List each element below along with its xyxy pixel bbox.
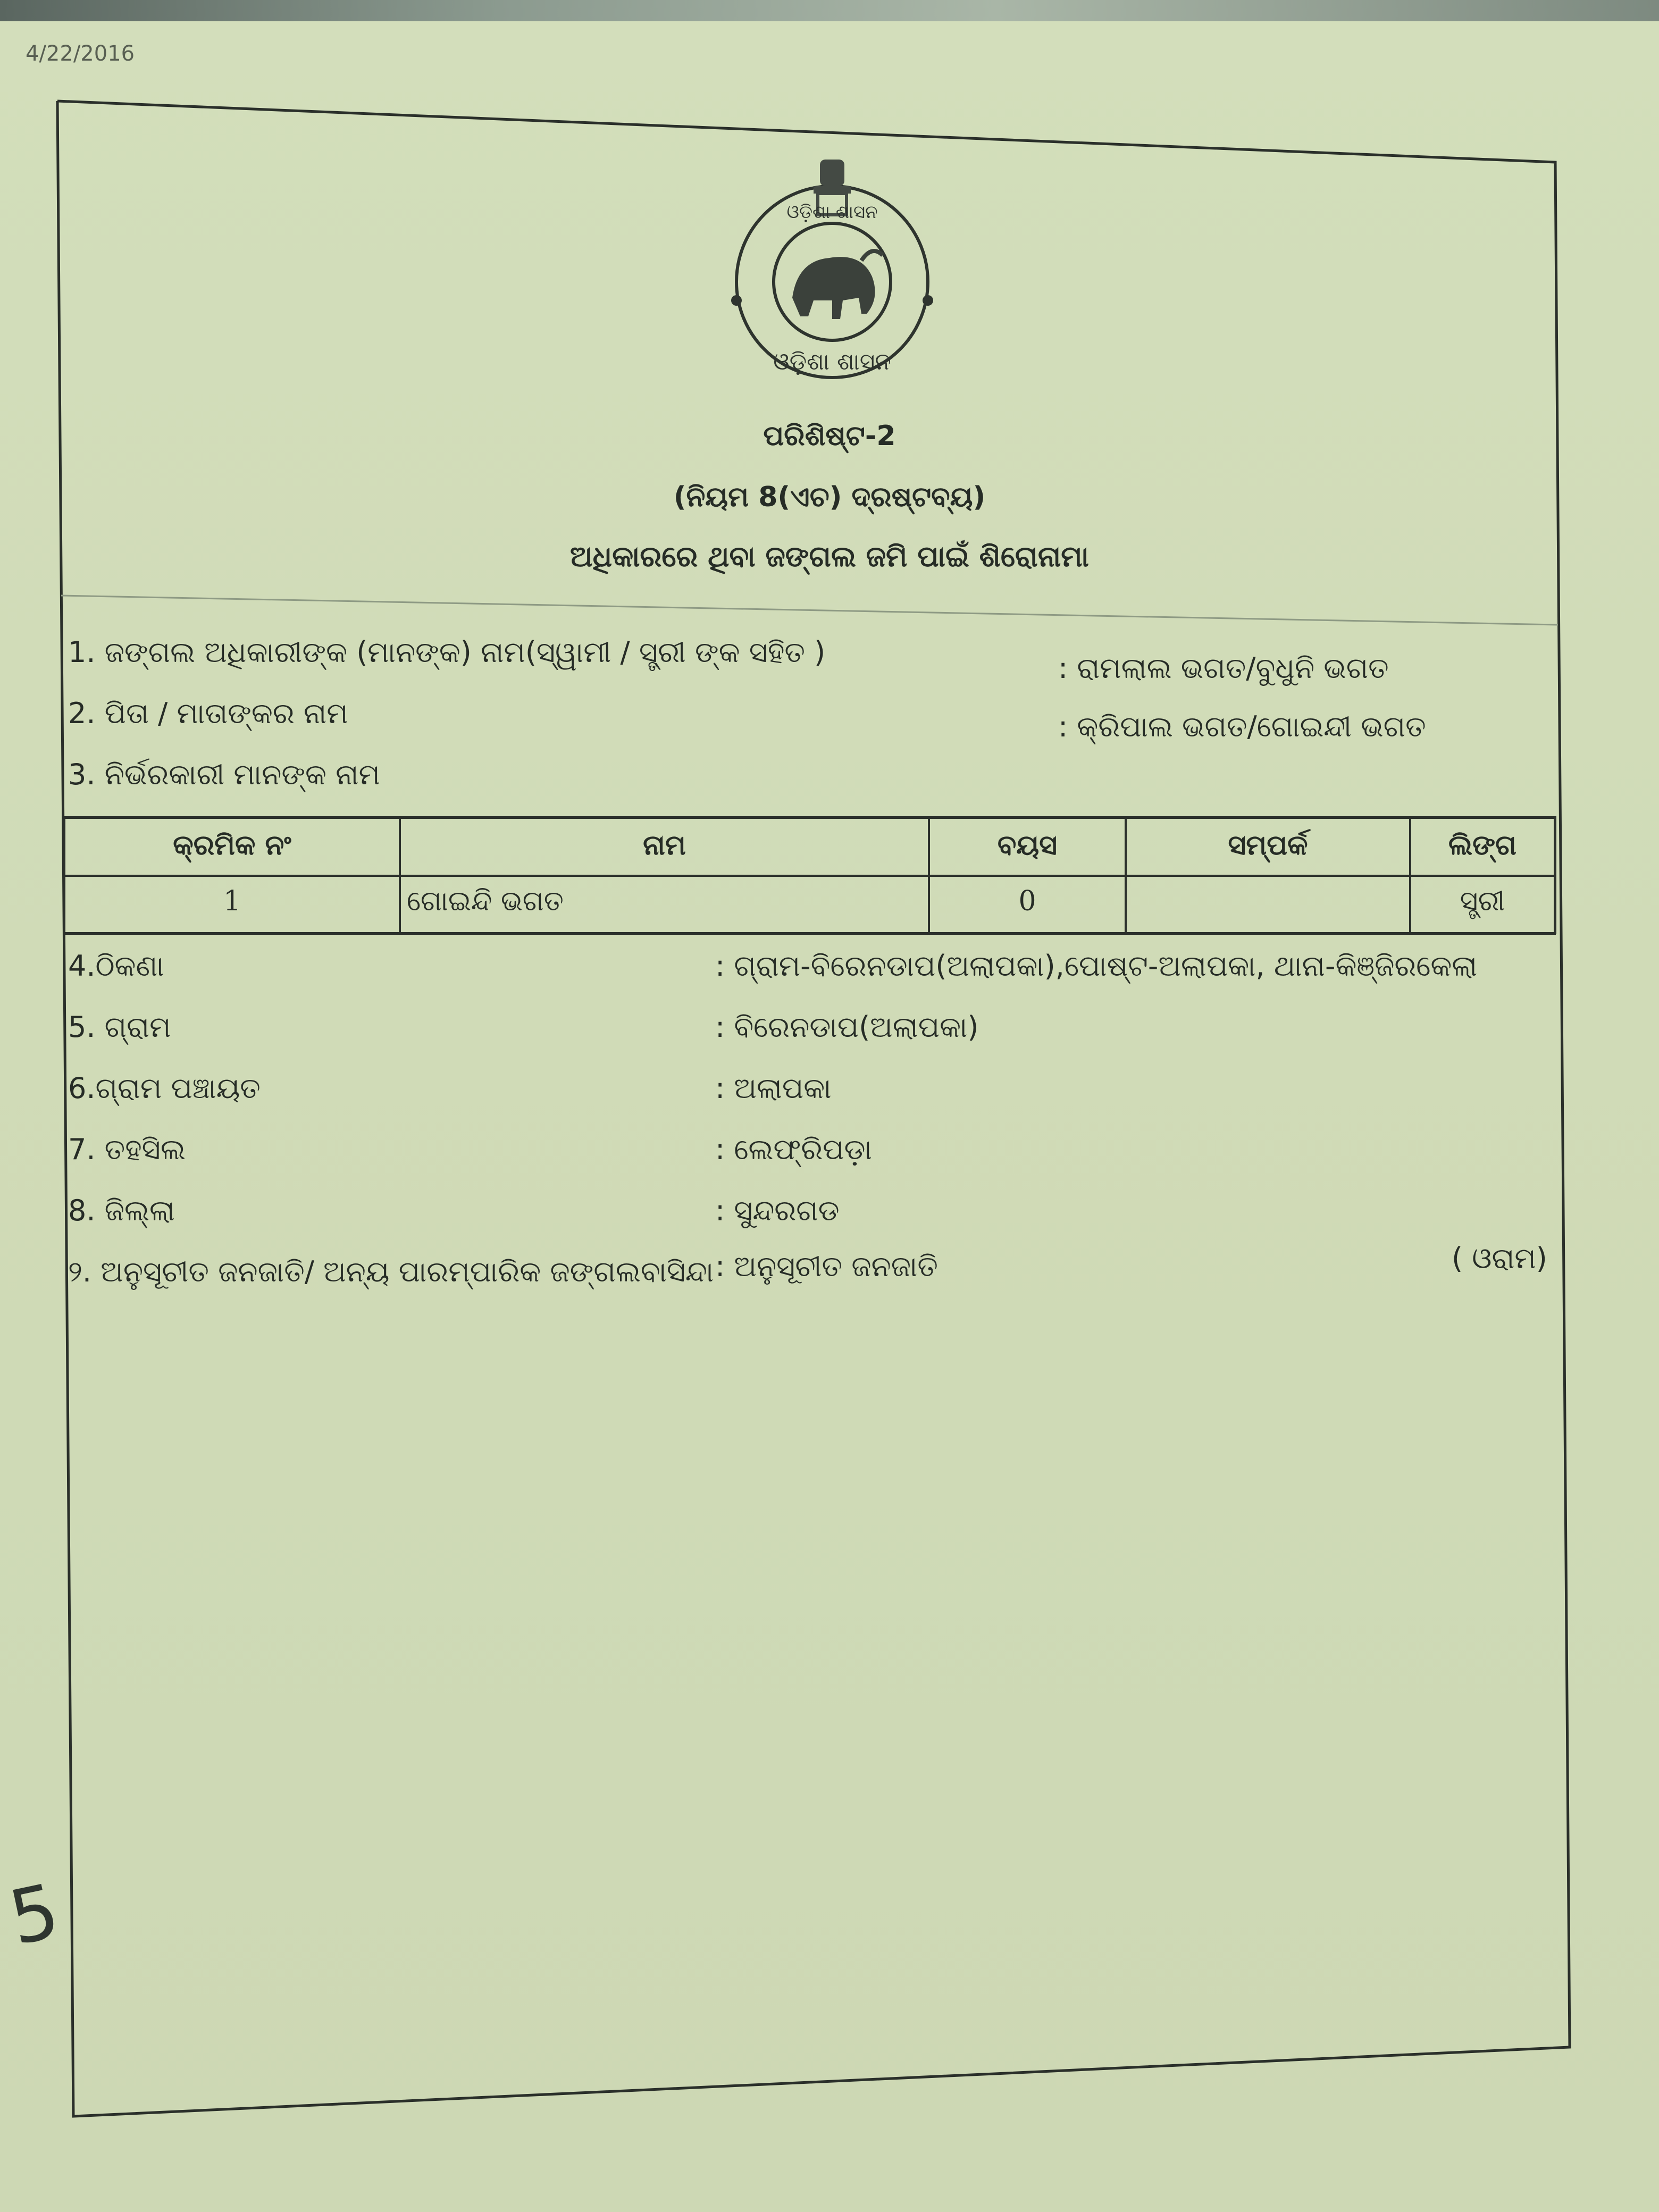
- field-label-address: 4.ଠିକଣା: [68, 949, 164, 983]
- field-value-district: : ସୁନ୍ଦରଗଡ: [715, 1194, 840, 1227]
- table-cell-name: ଗୋଇନ୍ଦି ଭଗତ: [407, 885, 564, 917]
- field-value-village: : ବିରେନଡାପ(ଅଲାପକା): [715, 1010, 979, 1044]
- annexure-heading: ପରିଶିଷ୍ଟ-2: [763, 420, 896, 452]
- field-value-tribe-category: : ଅନୁସୂଚୀତ ଜନଜାତି: [715, 1250, 938, 1283]
- field-label-dependents: 3. ନିର୍ଭରକାରୀ ମାନଙ୍କ ନାମ: [68, 758, 380, 791]
- field-value-gram-panchayat: : ଅଲାପକା: [715, 1071, 832, 1105]
- field-value-tahsil: : ଲେଫ୍ରିପଡ଼ା: [715, 1133, 872, 1166]
- svg-text:ଓଡ଼ିଶା ଶାସନ: ଓଡ଼ିଶା ଶାସନ: [786, 202, 878, 223]
- field-label-tahsil: 7. ତହସିଲ: [68, 1133, 186, 1166]
- tribe-note: ( ଓରାମ): [1452, 1242, 1547, 1275]
- field-label-claimant-name: 1. ଜଙ୍ଗଲ ଅଧିକାରୀଙ୍କ (ମାନଙ୍କ) ନାମ(ସ୍ୱାମୀ / ସ୍ତ୍ରୀ ଙ୍କ ସହିତ ): [68, 635, 826, 669]
- table-header-serial: କ୍ରମିକ ନଂ: [173, 830, 291, 861]
- field-label-district: 8. ଜିଲ୍ଲା: [68, 1194, 175, 1227]
- page-title: ଅଧିକାରରେ ଥିବା ଜଙ୍ଗଲ ଜମି ପାଇଁ ଶିରୋନାମା: [570, 540, 1089, 573]
- field-label-parent-name: 2. ପିତା / ମାତାଙ୍କର ନାମ: [68, 697, 348, 730]
- field-value-claimant-name: : ରାମଲାଲ ଭଗତ/ବୁଧୁନି ଭଗତ: [1058, 651, 1389, 685]
- table-header-name: ନାମ: [643, 830, 686, 861]
- field-label-gram-panchayat: 6.ଗ୍ରାମ ପଞ୍ଚାୟତ: [68, 1071, 261, 1105]
- table-header-age: ବୟସ: [997, 830, 1058, 861]
- field-value-parent-name: : କ୍ରିପାଲ ଭଗତ/ଗୋଇନ୍ଦୀ ଭଗତ: [1058, 710, 1426, 743]
- date-stamp: 4/22/2016: [26, 41, 135, 66]
- table-cell-serial: 1: [223, 885, 241, 917]
- table-cell-age: 0: [1018, 885, 1036, 917]
- odisha-government-emblem-icon: [728, 154, 936, 388]
- table-header-gender: ଲିଙ୍ଗ: [1448, 830, 1517, 861]
- rule-reference: (ନିୟମ 8(ଏଚ) ଦ୍ରଷ୍ଟବ୍ୟ): [673, 481, 986, 513]
- table-header-relation: ସମ୍ପର୍କ: [1228, 830, 1308, 861]
- handwritten-margin-mark: 5: [2, 1867, 67, 1963]
- header-divider: [61, 596, 1558, 625]
- field-label-village: 5. ଗ୍ରାମ: [68, 1010, 171, 1044]
- table-cell-gender: ସ୍ତ୍ରୀ: [1460, 885, 1505, 917]
- field-label-tribe-category: ୨. ଅନୁସୂଚୀତ ଜନଜାତି/ ଅନ୍ୟ ପାରମ୍ପାରିକ ଜଙ୍ଗଲବାସିନ୍ଦା: [68, 1255, 714, 1288]
- field-value-address: : ଗ୍ରାମ-ବିରେନଡାପ(ଅଲାପକା),ପୋଷ୍ଟ-ଅଲାପକା, ଥାନା-କିଞ୍ଜିରକେଲା: [715, 949, 1478, 983]
- svg-text:ଓଡ଼ିଶା ଶାସନ: ଓଡ଼ିଶା ଶାସନ: [773, 348, 891, 375]
